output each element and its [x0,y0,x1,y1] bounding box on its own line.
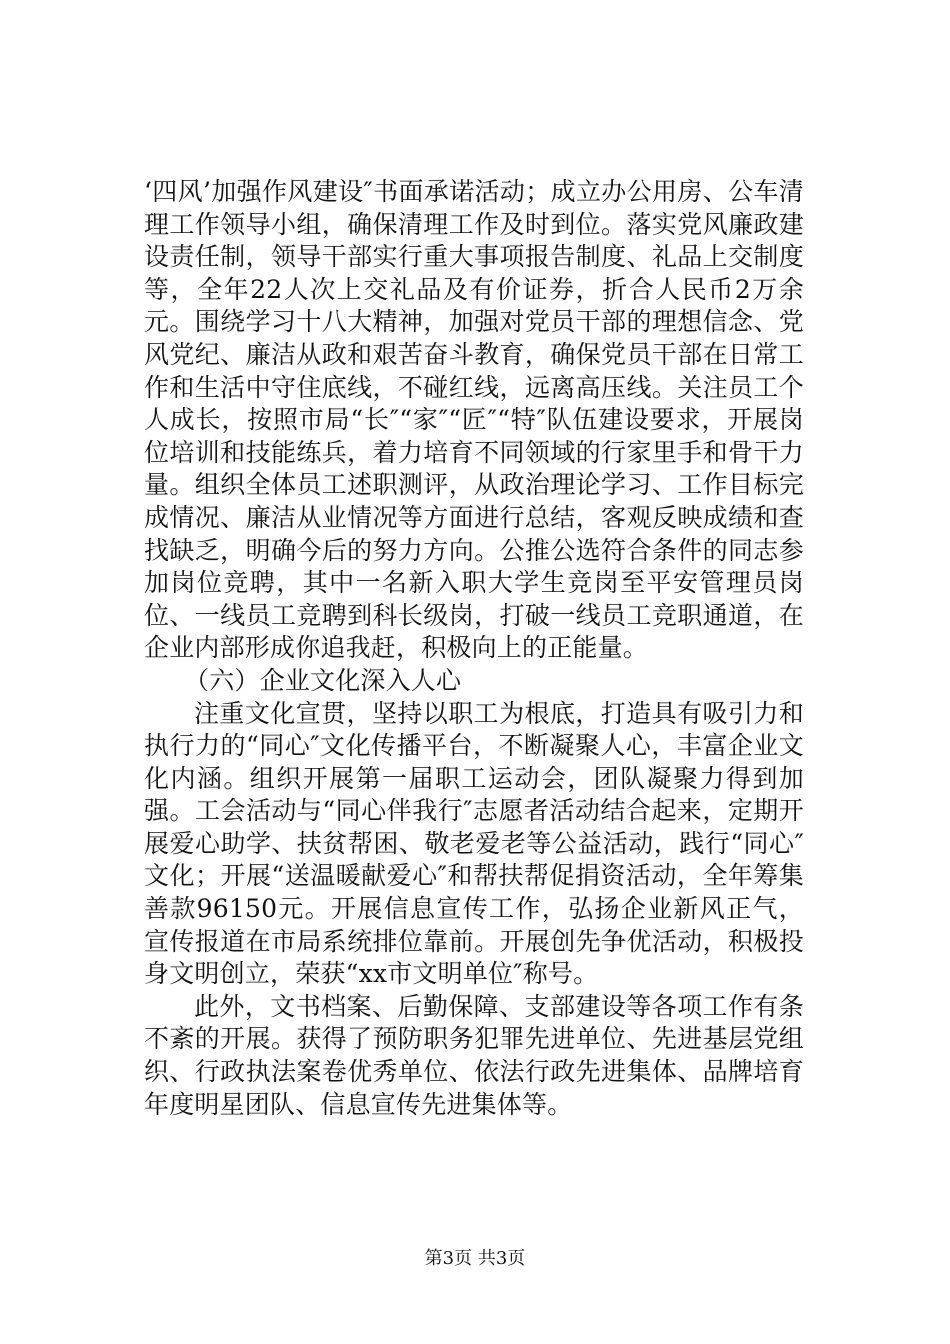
paragraph-culture: 注重文化宣贯，坚持以职工为根底，打造具有吸引力和执行力的“同心″文化传播平台，不断凝聚人心，丰富企业文化内涵。组织开展第一届职工运动会，团队凝聚力得到加强。工会活动与“同心伴我行″志愿者活动结合起来，定期开展爱心助学、扶贫帮困、敬老爱老等公益活动，践行“同心″文化；开展“送温暖献爱心″和帮扶帮促捐资活动，全年筹集善款96150元。开展信息宣传工作，弘扬企业新风正气，宣传报道在市局系统排位靠前。开展创先争优活动，积极投身文明创立，荣获“xx市文明单位″称号。 [144,698,804,989]
section-heading: （六）企业文化深入人心 [184,665,462,695]
document-body [144,176,804,1121]
paragraph-other-work: 此外，文书档案、后勤保障、支部建设等各项工作有条不紊的开展。获得了预防职务犯罪先进单位、先进基层党组织、行政执法案卷优秀单位、依法行政先进集体、品牌培育年度明星团队、信息宣传先进集体等。 [144,991,804,1119]
page-footer: 第3页 共3页 [424,1248,526,1269]
paragraph-continuation: ‘四风’加强作风建设″书面承诺活动；成立办公用房、公车清理工作领导小组，确保清理工作及时到位。落实党风廉政建设责任制，领导干部实行重大事项报告制度、礼品上交制度等，全年22人次上交礼品及有价证券，折合人民币2万余元。围绕学习十八大精神，加强对党员干部的理想信念、党风党纪、廉洁从政和艰苦奋斗教育，确保党员干部在日常工作和生活中守住底线，不碰红线，远离高压线。关注员工个人成长，按照市局“长″“家″“匠″“特″队伍建设要求，开展岗位培训和技能练兵，着力培育不同领域的行家里手和骨干力量。组织全体员工述职测评，从政治理论学习、工作目标完成情况、廉洁从业情况等方面进行总结，客观反映成绩和查找缺乏，明确今后的努力方向。公推公选符合条件的同志参加岗位竞聘，其中一名新入职大学生竞岗至平安管理员岗位、一线员工竞聘到科长级岗，打破一线员工竞职通道，在企业内部形成你追我赶，积极向上的正能量。 [144,177,804,663]
